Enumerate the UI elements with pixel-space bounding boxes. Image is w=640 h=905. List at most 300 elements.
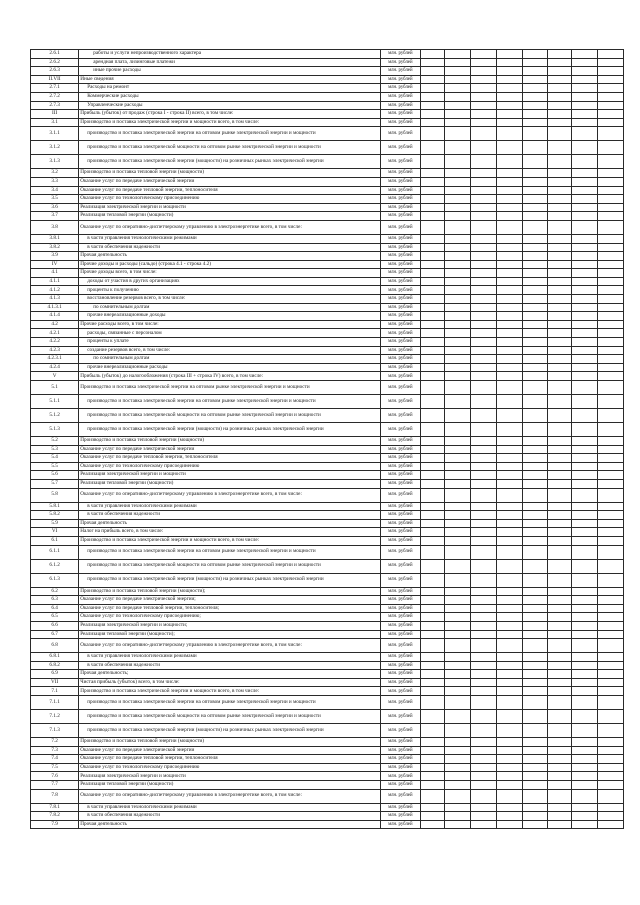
value-cell: [471, 746, 497, 755]
value-cell: [597, 329, 623, 338]
value-cell: [471, 409, 497, 423]
value-cell: [445, 286, 471, 295]
value-cell: [497, 710, 523, 724]
value-cell: [445, 186, 471, 195]
value-cell: [571, 661, 597, 670]
unit-cell: млн. рублей: [380, 812, 420, 821]
row-number-cell: 3.3: [31, 177, 79, 186]
value-cell: [497, 75, 523, 84]
unit-cell: млн. рублей: [380, 67, 420, 76]
unit-cell: млн. рублей: [380, 621, 420, 630]
value-cell: [420, 445, 444, 454]
table-row: [31, 243, 624, 252]
value-cell: [497, 488, 523, 502]
value-cell: [597, 395, 623, 409]
row-number-cell: 7.3: [31, 746, 79, 755]
value-cell: [497, 277, 523, 286]
value-cell: [445, 329, 471, 338]
unit-cell: млн. рублей: [380, 186, 420, 195]
value-cell: [497, 812, 523, 821]
unit-cell: млн. рублей: [380, 58, 420, 67]
row-number-cell: 7.8: [31, 789, 79, 803]
value-cell: [445, 696, 471, 710]
table-row: [31, 696, 624, 710]
value-cell: [571, 479, 597, 488]
indicator-name-cell: Производство и поставка тепловой энергии (мощности): [79, 169, 381, 178]
row-number-cell: 3.8.2: [31, 243, 79, 252]
value-cell: [445, 177, 471, 186]
value-cell: [497, 372, 523, 381]
row-number-cell: 3.7: [31, 212, 79, 221]
value-cell: [547, 755, 571, 764]
row-number-cell: 3.6: [31, 203, 79, 212]
value-cell: [547, 169, 571, 178]
value-cell: [523, 820, 547, 829]
value-cell: [547, 587, 571, 596]
unit-cell: млн. рублей: [380, 234, 420, 243]
value-cell: [420, 329, 444, 338]
value-cell: [597, 710, 623, 724]
value-cell: [471, 177, 497, 186]
value-cell: [523, 536, 547, 545]
value-cell: [471, 528, 497, 537]
value-cell: [471, 812, 497, 821]
unit-cell: млн. рублей: [380, 678, 420, 687]
value-cell: [497, 462, 523, 471]
value-cell: [571, 329, 597, 338]
indicator-name-cell: по сомнительным долгам: [79, 303, 381, 312]
value-cell: [523, 92, 547, 101]
value-cell: [471, 155, 497, 169]
unit-cell: млн. рублей: [380, 355, 420, 364]
value-cell: [597, 746, 623, 755]
value-cell: [547, 243, 571, 252]
value-cell: [445, 545, 471, 559]
row-number-cell: 5.1: [31, 381, 79, 395]
value-cell: [497, 687, 523, 696]
unit-cell: млн. рублей: [380, 177, 420, 186]
unit-cell: млн. рублей: [380, 243, 420, 252]
value-cell: [597, 781, 623, 790]
table-row: [31, 312, 624, 321]
value-cell: [445, 820, 471, 829]
value-cell: [420, 587, 444, 596]
value-cell: [445, 670, 471, 679]
value-cell: [420, 243, 444, 252]
unit-cell: млн. рублей: [380, 445, 420, 454]
value-cell: [420, 269, 444, 278]
value-cell: [523, 186, 547, 195]
row-number-cell: 6.8.2: [31, 661, 79, 670]
value-cell: [445, 502, 471, 511]
row-number-cell: 7.8.1: [31, 803, 79, 812]
table-row: [31, 710, 624, 724]
value-cell: [471, 277, 497, 286]
unit-cell: млн. рублей: [380, 329, 420, 338]
indicator-name-cell: иные прочие расходы: [79, 67, 381, 76]
table-row: [31, 755, 624, 764]
table-row: [31, 372, 624, 381]
value-cell: [547, 212, 571, 221]
value-cell: [445, 437, 471, 446]
value-cell: [597, 445, 623, 454]
value-cell: [523, 395, 547, 409]
value-cell: [420, 789, 444, 803]
row-number-cell: 2.6.1: [31, 50, 79, 59]
value-cell: [523, 696, 547, 710]
value-cell: [571, 613, 597, 622]
value-cell: [471, 58, 497, 67]
value-cell: [547, 118, 571, 127]
value-cell: [497, 58, 523, 67]
indicator-name-cell: Прочая деятельность: [79, 820, 381, 829]
indicator-name-cell: Оказание услуг по передаче тепловой энергии, теплоносителя: [79, 454, 381, 463]
value-cell: [597, 177, 623, 186]
value-cell: [597, 84, 623, 93]
value-cell: [597, 687, 623, 696]
unit-cell: млн. рублей: [380, 84, 420, 93]
row-number-cell: 6.1.3: [31, 573, 79, 587]
indicator-name-cell: производство и поставка электрической энергии (мощности) на розничных рынках электрической энергии: [79, 155, 381, 169]
table-row: [31, 395, 624, 409]
value-cell: [445, 381, 471, 395]
table-row: [31, 127, 624, 141]
value-cell: [471, 502, 497, 511]
table-row: [31, 92, 624, 101]
value-cell: [523, 141, 547, 155]
table-row: [31, 155, 624, 169]
value-cell: [547, 763, 571, 772]
value-cell: [547, 329, 571, 338]
indicator-name-cell: производство и поставка электрической энергии (мощности) на розничных рынках электрической энергии: [79, 573, 381, 587]
value-cell: [523, 596, 547, 605]
unit-cell: млн. рублей: [380, 687, 420, 696]
value-cell: [420, 186, 444, 195]
value-cell: [597, 346, 623, 355]
value-cell: [571, 338, 597, 347]
value-cell: [497, 696, 523, 710]
value-cell: [571, 454, 597, 463]
row-number-cell: 2.7.1: [31, 84, 79, 93]
value-cell: [497, 661, 523, 670]
value-cell: [497, 338, 523, 347]
value-cell: [497, 573, 523, 587]
table-row: [31, 437, 624, 446]
value-cell: [445, 462, 471, 471]
value-cell: [571, 58, 597, 67]
value-cell: [445, 454, 471, 463]
value-cell: [471, 234, 497, 243]
table-row: [31, 212, 624, 221]
value-cell: [523, 710, 547, 724]
value-cell: [420, 141, 444, 155]
value-cell: [547, 528, 571, 537]
unit-cell: млн. рублей: [380, 92, 420, 101]
value-cell: [571, 621, 597, 630]
value-cell: [547, 92, 571, 101]
value-cell: [420, 409, 444, 423]
value-cell: [571, 295, 597, 304]
value-cell: [497, 630, 523, 639]
indicator-name-cell: производство и поставка электрической мощности на оптовом рынке электрической энергии и мощности: [79, 559, 381, 573]
value-cell: [547, 277, 571, 286]
value-cell: [471, 363, 497, 372]
value-cell: [445, 528, 471, 537]
value-cell: [547, 372, 571, 381]
value-cell: [547, 746, 571, 755]
value-cell: [471, 820, 497, 829]
indicator-name-cell: Налог на прибыль всего, в том числе:: [79, 528, 381, 537]
value-cell: [497, 195, 523, 204]
value-cell: [547, 781, 571, 790]
value-cell: [523, 621, 547, 630]
value-cell: [547, 812, 571, 821]
value-cell: [523, 101, 547, 110]
value-cell: [497, 621, 523, 630]
value-cell: [445, 295, 471, 304]
table-row: [31, 471, 624, 480]
value-cell: [471, 395, 497, 409]
unit-cell: млн. рублей: [380, 372, 420, 381]
value-cell: [445, 195, 471, 204]
value-cell: [497, 738, 523, 747]
value-cell: [445, 338, 471, 347]
value-cell: [497, 536, 523, 545]
unit-cell: млн. рублей: [380, 670, 420, 679]
value-cell: [547, 630, 571, 639]
value-cell: [523, 252, 547, 261]
value-cell: [471, 220, 497, 234]
value-cell: [523, 220, 547, 234]
value-cell: [471, 67, 497, 76]
value-cell: [523, 812, 547, 821]
value-cell: [523, 454, 547, 463]
value-cell: [497, 763, 523, 772]
value-cell: [571, 738, 597, 747]
row-number-cell: 7.2: [31, 738, 79, 747]
value-cell: [420, 559, 444, 573]
value-cell: [571, 243, 597, 252]
value-cell: [597, 338, 623, 347]
row-number-cell: VI: [31, 528, 79, 537]
value-cell: [571, 101, 597, 110]
value-cell: [471, 127, 497, 141]
value-cell: [523, 155, 547, 169]
value-cell: [420, 488, 444, 502]
table-row: [31, 479, 624, 488]
value-cell: [523, 118, 547, 127]
value-cell: [571, 803, 597, 812]
value-cell: [471, 462, 497, 471]
value-cell: [445, 67, 471, 76]
table-row: [31, 670, 624, 679]
value-cell: [597, 454, 623, 463]
unit-cell: млн. рублей: [380, 295, 420, 304]
value-cell: [445, 303, 471, 312]
value-cell: [420, 363, 444, 372]
unit-cell: млн. рублей: [380, 724, 420, 738]
value-cell: [597, 127, 623, 141]
value-cell: [420, 101, 444, 110]
value-cell: [497, 92, 523, 101]
value-cell: [445, 746, 471, 755]
indicator-name-cell: Оказание услуг по оперативно-диспетчерскому управлению в электроэнергетике всего, в том числе:: [79, 488, 381, 502]
value-cell: [597, 755, 623, 764]
row-number-cell: 4.2.2: [31, 338, 79, 347]
value-cell: [420, 381, 444, 395]
indicator-name-cell: производство и поставка электрической мощности на оптовом рынке электрической энергии и мощности: [79, 141, 381, 155]
value-cell: [497, 613, 523, 622]
table-row: [31, 286, 624, 295]
value-cell: [547, 511, 571, 520]
unit-cell: млн. рублей: [380, 596, 420, 605]
value-cell: [547, 252, 571, 261]
value-cell: [497, 127, 523, 141]
value-cell: [471, 186, 497, 195]
value-cell: [571, 812, 597, 821]
value-cell: [420, 661, 444, 670]
table-row: [31, 303, 624, 312]
value-cell: [597, 186, 623, 195]
table-row: [31, 454, 624, 463]
indicator-name-cell: производство и поставка электрической энергии на оптовом рынке электрической энергии и мощности: [79, 127, 381, 141]
row-number-cell: 6.1.2: [31, 559, 79, 573]
value-cell: [597, 212, 623, 221]
value-cell: [471, 803, 497, 812]
value-cell: [547, 738, 571, 747]
unit-cell: млн. рублей: [380, 75, 420, 84]
value-cell: [547, 789, 571, 803]
value-cell: [547, 155, 571, 169]
row-number-cell: 6.7: [31, 630, 79, 639]
indicator-name-cell: Производство и поставка электрической энергии на оптовом рынке электрической энергии и мощности: [79, 381, 381, 395]
value-cell: [597, 502, 623, 511]
row-number-cell: 3.2: [31, 169, 79, 178]
row-number-cell: IV: [31, 260, 79, 269]
value-cell: [571, 381, 597, 395]
indicator-name-cell: производство и поставка электрической энергии на оптовом рынке электрической энергии и мощности: [79, 545, 381, 559]
value-cell: [471, 372, 497, 381]
value-cell: [571, 303, 597, 312]
table-row: [31, 545, 624, 559]
value-cell: [571, 687, 597, 696]
indicator-name-cell: производство и поставка электрической энергии на оптовом рынке электрической энергии и мощности: [79, 696, 381, 710]
row-number-cell: 7.6: [31, 772, 79, 781]
value-cell: [420, 820, 444, 829]
value-cell: [597, 812, 623, 821]
value-cell: [597, 295, 623, 304]
value-cell: [420, 528, 444, 537]
row-number-cell: 4.1.4: [31, 312, 79, 321]
value-cell: [445, 621, 471, 630]
value-cell: [420, 621, 444, 630]
unit-cell: млн. рублей: [380, 710, 420, 724]
value-cell: [571, 462, 597, 471]
table-row: [31, 613, 624, 622]
unit-cell: млн. рублей: [380, 260, 420, 269]
indicator-name-cell: производство и поставка электрической энергии (мощности) на розничных рынках электрической энергии: [79, 724, 381, 738]
value-cell: [445, 118, 471, 127]
value-cell: [420, 50, 444, 59]
value-cell: [523, 346, 547, 355]
indicator-name-cell: Прочие доходы и расходы (сальдо) (строка 4.1 - строка 4.2): [79, 260, 381, 269]
row-number-cell: 6.9: [31, 670, 79, 679]
value-cell: [497, 670, 523, 679]
value-cell: [547, 177, 571, 186]
value-cell: [445, 260, 471, 269]
value-cell: [497, 110, 523, 119]
unit-cell: млн. рублей: [380, 346, 420, 355]
row-number-cell: 3.1.3: [31, 155, 79, 169]
row-number-cell: 6.3: [31, 596, 79, 605]
table-row: [31, 363, 624, 372]
value-cell: [597, 92, 623, 101]
value-cell: [523, 587, 547, 596]
value-cell: [445, 511, 471, 520]
row-number-cell: 4.2.1: [31, 329, 79, 338]
indicator-name-cell: в части управления технологическими режимами: [79, 234, 381, 243]
unit-cell: млн. рублей: [380, 212, 420, 221]
indicator-name-cell: в части управления технологическими режимами: [79, 502, 381, 511]
value-cell: [420, 110, 444, 119]
value-cell: [547, 670, 571, 679]
value-cell: [547, 286, 571, 295]
unit-cell: млн. рублей: [380, 286, 420, 295]
value-cell: [497, 101, 523, 110]
row-number-cell: 5.5: [31, 462, 79, 471]
value-cell: [571, 50, 597, 59]
value-cell: [571, 488, 597, 502]
indicator-name-cell: Прочая деятельность: [79, 252, 381, 261]
value-cell: [497, 437, 523, 446]
table-row: [31, 169, 624, 178]
value-cell: [597, 803, 623, 812]
table-row: [31, 220, 624, 234]
indicator-name-cell: по сомнительным долгам: [79, 355, 381, 364]
row-number-cell: 6.2: [31, 587, 79, 596]
value-cell: [445, 678, 471, 687]
value-cell: [445, 75, 471, 84]
value-cell: [471, 724, 497, 738]
value-cell: [420, 763, 444, 772]
value-cell: [547, 312, 571, 321]
value-cell: [571, 670, 597, 679]
row-number-cell: 6.1: [31, 536, 79, 545]
unit-cell: млн. рублей: [380, 511, 420, 520]
value-cell: [571, 781, 597, 790]
value-cell: [471, 295, 497, 304]
indicator-name-cell: Оказание услуг по технологическому присоединению: [79, 462, 381, 471]
value-cell: [597, 312, 623, 321]
table-row: [31, 277, 624, 286]
value-cell: [471, 661, 497, 670]
table-row: [31, 101, 624, 110]
table-row: [31, 355, 624, 364]
value-cell: [523, 212, 547, 221]
row-number-cell: 7.7: [31, 781, 79, 790]
value-cell: [597, 409, 623, 423]
table-row: [31, 320, 624, 329]
value-cell: [571, 118, 597, 127]
indicator-name-cell: Реализация тепловой энергии (мощности): [79, 479, 381, 488]
value-cell: [497, 220, 523, 234]
value-cell: [497, 155, 523, 169]
unit-cell: млн. рублей: [380, 803, 420, 812]
value-cell: [471, 604, 497, 613]
value-cell: [445, 220, 471, 234]
value-cell: [597, 286, 623, 295]
value-cell: [497, 320, 523, 329]
